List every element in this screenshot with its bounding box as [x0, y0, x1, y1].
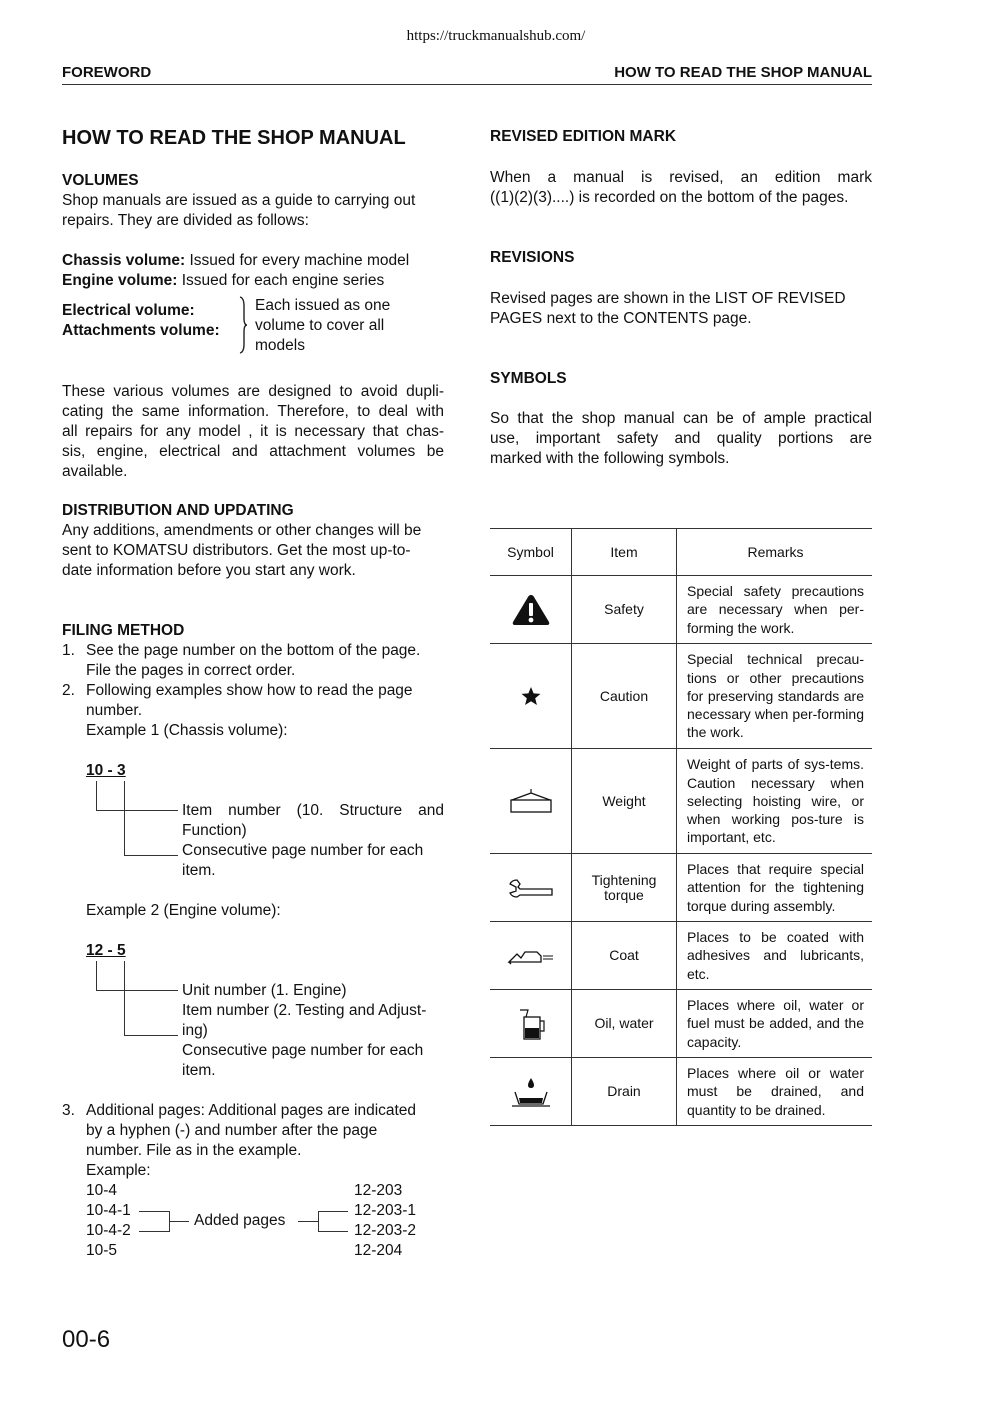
distribution-text: Any additions, amendments or other changes will be sent to KOMATSU distributors. Get the most up-to- date information before you start any work.: [62, 522, 422, 579]
wrench-icon: [508, 878, 554, 898]
drain-icon: [510, 1076, 552, 1108]
revisions-heading: REVISIONS: [490, 249, 575, 266]
example2-item-line: Item number (2. Testing and Adjust-: [182, 1002, 427, 1019]
warning-triangle-icon: [511, 593, 551, 627]
table-cell-item: Weight: [572, 749, 677, 854]
example1-connector: [96, 810, 178, 811]
example2-connector: [96, 990, 178, 991]
example1-connector: [124, 781, 125, 855]
table-header-row: [490, 529, 872, 576]
table-cell-remarks: Places to be coated with adhesives and lubricants, etc.: [677, 922, 873, 990]
table-cell-item: Drain: [572, 1058, 677, 1126]
symbols-text-end: marked with the following symbols.: [490, 450, 730, 467]
example1-connector: [96, 781, 97, 810]
revised-line: ((1)(2)(3)....) is recorded on the bottom of the pages.: [490, 189, 849, 206]
star-icon: [520, 685, 542, 707]
example1-item-line: Item number (10. Structure and: [182, 802, 444, 819]
symbols-heading: SYMBOLS: [490, 370, 567, 387]
page-title: HOW TO READ THE SHOP MANUAL: [62, 127, 406, 149]
added-pages-connector: [318, 1211, 348, 1212]
brace-text: Each issued as one volume to cover all models: [255, 297, 391, 354]
table-cell-remarks: Special technical precau-tions or other precautions for preserving standards are necessary when per-forming the work.: [677, 644, 873, 749]
table-cell-item: Oil, water: [572, 990, 677, 1058]
header-rule: [62, 84, 872, 85]
added-pages-connector: [318, 1231, 348, 1232]
volumes-heading: VOLUMES: [62, 172, 139, 189]
example1-item-line: Function): [182, 822, 247, 839]
filing-heading: FILING METHOD: [62, 622, 185, 639]
attachments-label: Attachments volume:: [62, 322, 220, 339]
filing-item2-text: Following examples show how to read the page number. Example 1 (Chassis volume):: [86, 682, 413, 739]
table-cell-remarks: Places where oil or water must be drained, and quantity to be drained.: [677, 1058, 873, 1126]
revisions-text: Revised pages are shown in the LIST OF REVISED PAGES next to the CONTENTS page.: [490, 290, 846, 327]
page-number: 00-6: [62, 1326, 111, 1353]
source-url[interactable]: https://truckmanualshub.com/: [406, 28, 586, 44]
volume-types: Chassis volume: Issued for every machine model Engine volume: Issued for each engine series: [62, 252, 410, 289]
added-pages-connector: [139, 1211, 169, 1212]
weight-hoist-icon: [508, 788, 554, 814]
oil-can-coat-icon: [507, 946, 555, 966]
example2-connector: [124, 961, 125, 1035]
filing-item3-number: 3.: [62, 1102, 75, 1119]
table-cell-item: Coat: [572, 922, 677, 990]
table-row: [490, 922, 872, 990]
added-pages-connector: [169, 1221, 189, 1222]
table-cell-remarks: Special safety precautions are necessary when per-forming the work.: [677, 576, 873, 644]
right-page-list: 12-203 12-203-1 12-203-2 12-204: [354, 1182, 417, 1259]
table-row: [490, 990, 872, 1058]
added-pages-connector: [318, 1211, 319, 1232]
header-title: HOW TO READ THE SHOP MANUAL: [614, 64, 872, 81]
left-page-list: 10-4 10-4-1 10-4-2 10-5: [86, 1182, 131, 1259]
example2-connector: [96, 961, 97, 990]
table-cell-remarks: Places where oil, water or fuel must be added, and the capacity.: [677, 990, 873, 1058]
oil-water-fill-icon: [516, 1007, 546, 1041]
example2-connector: [124, 1035, 178, 1036]
header-cell-item: Item: [572, 529, 677, 576]
table-row: [490, 644, 872, 749]
example1-connector: [124, 855, 178, 856]
revised-line: When a manual is revised, an edition mark: [490, 169, 872, 186]
electrical-label: Electrical volume:: [62, 302, 195, 319]
added-pages-connector: [139, 1231, 169, 1232]
brace-icon: [236, 296, 248, 354]
example2-label: Example 2 (Engine volume):: [86, 902, 281, 919]
distribution-heading: DISTRIBUTION AND UPDATING: [62, 502, 294, 519]
table-cell-remarks: Places that require special attention for the tightening torque during assembly.: [677, 854, 873, 922]
volumes-paragraph: These various volumes are designed to avoid dupli- cating the same information. Therefore, to deal with all repairs for any model , it is necessary that chas- sis, engine, electrical and attachment volumes be: [62, 383, 444, 460]
table-row: [490, 854, 872, 922]
filing-item1-number: 1.: [62, 642, 75, 659]
table-cell-item: Tightening torque: [572, 854, 677, 922]
revised-heading: REVISED EDITION MARK: [490, 128, 677, 145]
example1-code: 10 - 3: [86, 762, 126, 779]
header-section: FOREWORD: [62, 64, 152, 81]
added-pages-connector: [298, 1221, 318, 1222]
filing-item3-text: Additional pages: Additional pages are indicated by a hyphen (-) and number after the page number. File as in the example. Example:: [86, 1102, 417, 1179]
table-cell-item: Caution: [572, 644, 677, 749]
symbols-text: So that the shop manual can be of ample practical use, important safety and quality portions are: [490, 410, 872, 447]
table-cell-remarks: Weight of parts of sys-tems. Caution necessary when selecting hoisting wire, or when working pos-ture is important, etc.: [677, 749, 873, 854]
table-row: [490, 749, 872, 854]
example1-item-line: Consecutive page number for each: [182, 842, 424, 859]
example1-item-line: item.: [182, 862, 216, 879]
volumes-paragraph-end: available.: [62, 463, 128, 480]
table-cell-item: Safety: [572, 576, 677, 644]
example2-item-line: item.: [182, 1062, 216, 1079]
example2-item-line: ing): [182, 1022, 208, 1039]
example2-item-line: Unit number (1. Engine): [182, 982, 347, 999]
filing-item2-number: 2.: [62, 682, 75, 699]
filing-item1-text: See the page number on the bottom of the page. File the pages in correct order.: [86, 642, 421, 679]
header-cell-symbol: Symbol: [490, 529, 572, 576]
symbols-table: [490, 528, 872, 1126]
volumes-intro: Shop manuals are issued as a guide to carrying out repairs. They are divided as follows:: [62, 192, 416, 229]
example2-code: 12 - 5: [86, 942, 126, 959]
example2-item-line: Consecutive page number for each: [182, 1042, 424, 1059]
header-cell-remarks: Remarks: [677, 529, 873, 576]
added-pages-label: Added pages: [194, 1212, 286, 1229]
table-row: [490, 576, 872, 644]
table-row: [490, 1058, 872, 1126]
